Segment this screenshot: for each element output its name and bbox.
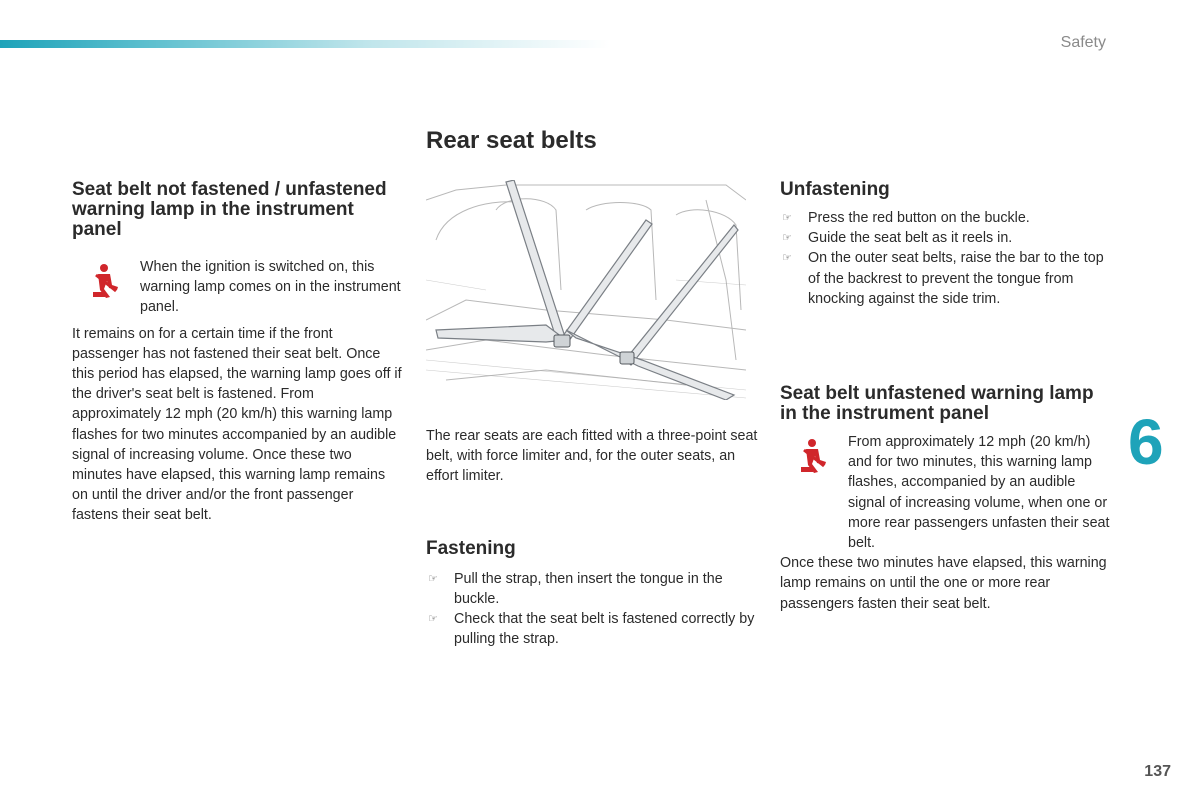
rear-seat-belts-illustration bbox=[426, 180, 746, 400]
seat-belt-warning-icon bbox=[780, 432, 848, 553]
warning-lamp-heading: Seat belt not fastened / unfastened warning lamp in the instrument panel bbox=[72, 179, 387, 240]
unfastening-heading: Unfastening bbox=[780, 179, 890, 200]
list-item: ☞ Check that the seat belt is fastened correctly by pulling the strap. bbox=[428, 611, 755, 648]
list-item: ☞ Press the red button on the buckle. bbox=[780, 208, 1110, 228]
arrow-right-icon: ☞ bbox=[782, 252, 792, 265]
unfastening-list bbox=[780, 208, 1110, 309]
rear-warning-lamp-text: From approximately 12 mph (20 km/h) and for two minutes, this warning lamp flashes, accompanied by an audible signal of increasing volume, when one or more rear passengers unfasten their seat belt. bbox=[848, 434, 1110, 552]
left-column bbox=[72, 180, 402, 526]
rear-seat-belts-description: The rear seats are each fitted with a three-point seat belt, with force limiter and, for the outer seats, an effort limiter. bbox=[426, 428, 758, 485]
rear-warning-lamp-heading: Seat belt unfastened warning lamp in the instrument panel bbox=[780, 383, 1094, 425]
list-item: ☞ Pull the strap, then insert the tongue in the buckle. bbox=[428, 570, 723, 607]
header-accent-bar bbox=[0, 40, 610, 48]
page-title: Rear seat belts bbox=[426, 127, 597, 154]
arrow-right-icon: ☞ bbox=[428, 572, 438, 585]
page-number: 137 bbox=[1144, 763, 1171, 780]
rear-warning-lamp-body: Once these two minutes have elapsed, this warning lamp remains on until the one or more rear passengers fasten their seat belt. bbox=[780, 555, 1107, 612]
section-label: Safety bbox=[1060, 34, 1106, 51]
fastening-list bbox=[426, 569, 761, 650]
arrow-right-icon: ☞ bbox=[428, 613, 438, 626]
chapter-number: 6 bbox=[1128, 406, 1164, 478]
fastening-heading: Fastening bbox=[426, 537, 516, 559]
right-column bbox=[780, 180, 1110, 614]
list-item: ☞ Guide the seat belt as it reels in. bbox=[780, 228, 1110, 248]
warning-lamp-block bbox=[72, 257, 402, 318]
arrow-right-icon: ☞ bbox=[782, 232, 792, 245]
arrow-right-icon: ☞ bbox=[782, 212, 792, 224]
warning-lamp-text: When the ignition is switched on, this warning lamp comes on in the instrument panel. bbox=[140, 259, 401, 316]
middle-column bbox=[426, 180, 761, 649]
warning-lamp-body: It remains on for a certain time if the front passenger has not fastened their seat belt. Once this period has elapsed, the warning lamp goes off if the driver's seat belt is fastened. From approximately 12 mph (20 km/h) this warning lamp flashes for two minutes accompanied by an audible signal of increasing volume. Once these two minutes have elapsed, this warning lamp remains on until the driver and/or the front passenger fastens their seat belt. bbox=[72, 325, 402, 524]
list-item: ☞ On the outer seat belts, raise the bar to the top of the backrest to prevent the tongue from knocking against the side trim. bbox=[782, 250, 1104, 307]
seat-belt-warning-icon bbox=[72, 257, 140, 318]
rear-warning-lamp-block bbox=[780, 432, 1110, 553]
